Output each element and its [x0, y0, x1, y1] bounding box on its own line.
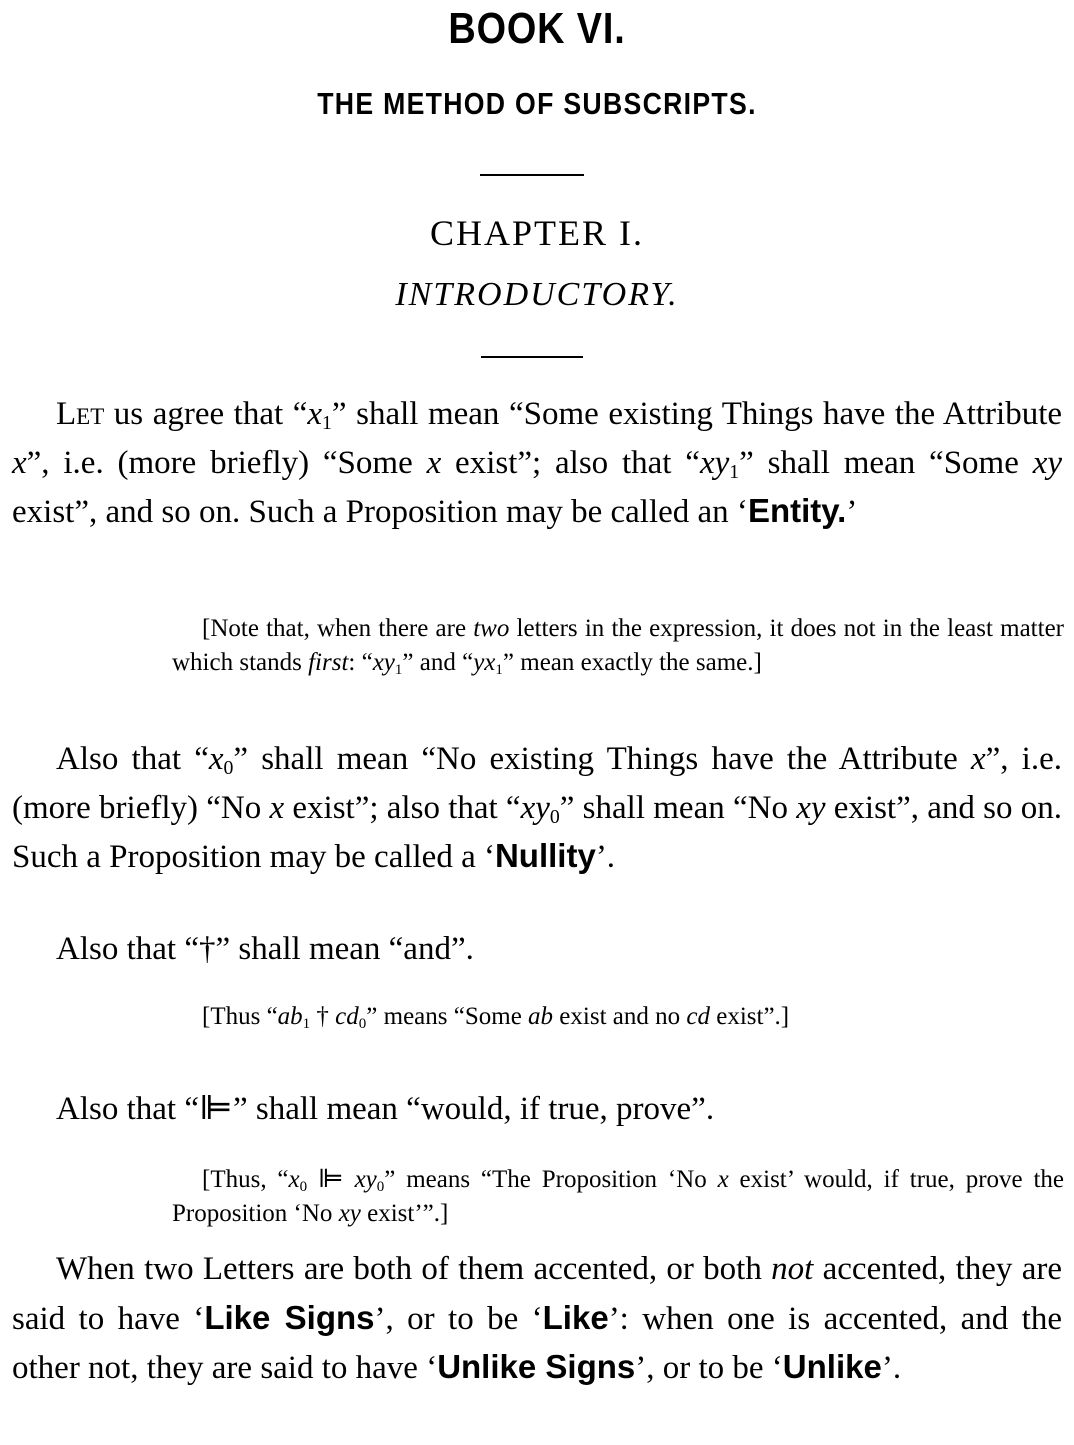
paragraph-prove-sign: Also that “⊫” shall mean “would, if true, prove”.: [56, 1091, 715, 1127]
note-two-letters: [Note that, when there are two letters in the expression, it does not in the least matter which stands first: “$xy_1$” and “$yx_1$” mean exactly the same.]: [172, 615, 1064, 678]
term-nullity: Nullity: [494, 837, 596, 874]
paragraph-and-sign: Also that “†” shall mean “and”.: [56, 931, 474, 967]
term-unlike-signs: Unlike Signs: [437, 1348, 636, 1385]
note-and-example: [Thus “$ab_1$ † $cd_0$” means “Some ab exist and no cd exist”.]: [202, 1003, 790, 1032]
divider-rule: [480, 174, 584, 176]
paragraph-nullity: Also that “$x_0$” shall mean “No existing Things have the Attribute x”, i.e. (more briefly) “No x exist”; also that “$xy_0$” shall mean “No xy exist”, and so on. Such a Proposition may be called a ‘Nullity’.: [12, 741, 1062, 875]
chapter-title: INTRODUCTORY.: [395, 276, 679, 313]
paragraph-like-signs: When two Letters are both of them accented, or both not accented, they are said to have ‘Like Signs’, or to be ‘Like’: when one is accented, and the other not, they are said to have ‘Unlike Signs’, or to be ‘Unlike’.: [12, 1251, 1062, 1386]
note-prove-example: [Thus, “$x_0$ ⊫ $xy_0$” means “The Proposition ‘No x exist’ would, if true, prove the Proposition ‘No xy exist’”.]: [172, 1166, 1064, 1227]
book-subtitle: THE METHOD OF SUBSCRIPTS.: [317, 86, 757, 121]
term-like: Like: [542, 1298, 609, 1336]
term-entity: Entity.: [747, 492, 847, 529]
paragraph-entity: Let us agree that “$x_1$” shall mean “Some existing Things have the Attribute x”, i.e. (more briefly) “Some x exist”; also that “$xy_1$” shall mean “Some xy exist”, and so on. Such a Proposition may be called an ‘Entity.’: [12, 396, 1063, 530]
chapter-heading: CHAPTER I.: [429, 213, 644, 253]
divider-rule: [481, 356, 583, 358]
book-heading: BOOK VI.: [448, 4, 626, 53]
term-unlike: Unlike: [782, 1348, 882, 1385]
term-like-signs: Like Signs: [204, 1298, 375, 1336]
